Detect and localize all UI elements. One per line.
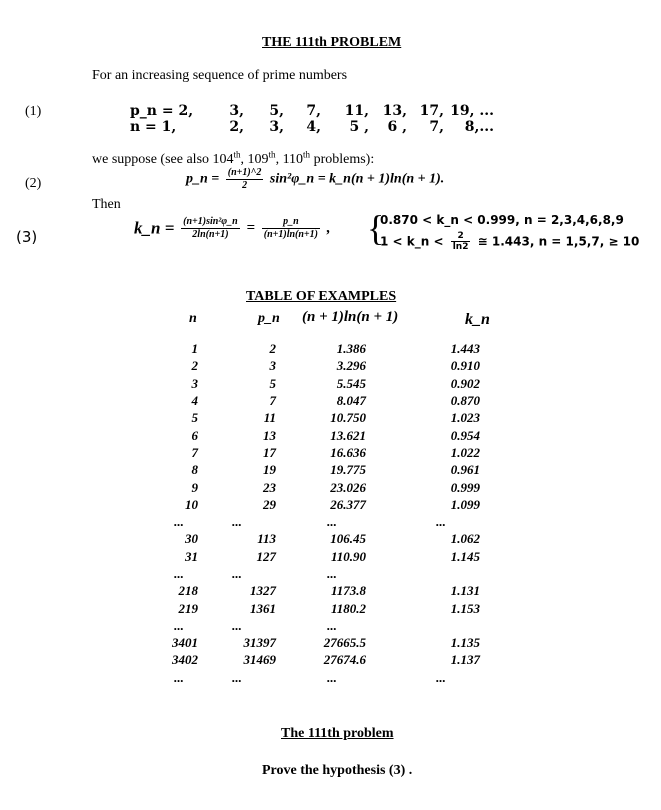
- eq3-brace: {: [367, 208, 385, 248]
- table-cell: 110.90: [330, 548, 366, 564]
- table-cell: 218: [178, 583, 198, 599]
- equation-number-3: (3): [16, 228, 38, 246]
- table-cell: 3: [269, 358, 276, 374]
- sequence-prime-cell: 19, ...: [450, 103, 494, 119]
- table-cell: 1180.2: [330, 600, 366, 616]
- table-cell: 3.296: [336, 358, 366, 374]
- sequence-prime-cell: 7,: [306, 103, 321, 119]
- table-row: [160, 548, 494, 565]
- table-cell: ...: [174, 514, 184, 530]
- sequence-index-cell: n = 1,: [130, 119, 177, 135]
- table-cell: 5: [269, 375, 276, 391]
- sequence-index-cell: 3,: [269, 119, 284, 135]
- table-cell: 0.910: [450, 358, 480, 374]
- table-cell: 1173.8: [330, 583, 366, 599]
- table-row: [160, 634, 494, 651]
- table-cell: 26.377: [330, 496, 366, 512]
- table-cell: 11: [263, 410, 276, 426]
- table-row: [160, 444, 494, 461]
- table-cell: 23.026: [330, 479, 366, 495]
- table-cell: 1.131: [450, 583, 480, 599]
- table-cell: 0.870: [450, 393, 480, 409]
- eq2-rhs: sin²φ_n = k_n(n + 1)ln(n + 1).: [269, 171, 445, 187]
- footer-task: Prove the hypothesis (3) .: [262, 763, 413, 778]
- table-row: [160, 565, 494, 582]
- table-cell: 3: [191, 375, 198, 391]
- table-cell: ...: [327, 617, 337, 633]
- table-cell: 19: [263, 462, 276, 478]
- table-cell: 13: [263, 427, 276, 443]
- table-cell: 127: [256, 548, 276, 564]
- table-row: [160, 530, 494, 547]
- eq3-case-2: [380, 231, 639, 252]
- table-header-n: n: [189, 311, 197, 326]
- page-title: THE 111th PROBLEM: [262, 35, 402, 50]
- table-cell: 1.443: [450, 341, 480, 357]
- table-cell: 8: [191, 462, 198, 478]
- table-row: [160, 478, 494, 495]
- table-cell: 219: [178, 600, 198, 616]
- table-cell: 0.954: [450, 427, 480, 443]
- table-cell: [388, 617, 494, 634]
- eq3-lhs: k_n =: [134, 218, 175, 238]
- table-cell: ...: [436, 669, 446, 685]
- examples-table-body: [160, 340, 494, 686]
- table-header-nlog: (n + 1)ln(n + 1): [302, 309, 399, 325]
- table-cell: 31469: [243, 652, 276, 668]
- table-cell: 5: [191, 410, 198, 426]
- table-cell: 31: [185, 548, 198, 564]
- table-cell: 3401: [172, 635, 198, 651]
- table-cell: ...: [174, 617, 184, 633]
- table-cell: 2: [269, 341, 276, 357]
- footer-heading: The 111th problem: [281, 726, 394, 741]
- table-cell: 6: [191, 427, 198, 443]
- equation-2: [186, 167, 444, 192]
- table-cell: ...: [174, 669, 184, 685]
- sequence-index-cell: 2,: [229, 119, 244, 135]
- table-row: [160, 340, 494, 357]
- table-cell: 29: [263, 496, 276, 512]
- table-cell: 1.062: [450, 531, 480, 547]
- eq3-fraction-2: [262, 216, 320, 241]
- table-cell: 9: [191, 479, 198, 495]
- table-cell: 19.775: [330, 462, 366, 478]
- table-row: [160, 513, 494, 530]
- table-cell: 0.999: [450, 479, 480, 495]
- table-cell: 2: [191, 358, 198, 374]
- table-cell: ...: [232, 566, 242, 581]
- table-row: [160, 599, 494, 616]
- table-row: [160, 582, 494, 599]
- table-cell: 4: [191, 393, 198, 409]
- table-cell: 7: [269, 393, 276, 409]
- table-cell: 1.145: [450, 548, 480, 564]
- sequence-index-cell: 5 ,: [349, 119, 369, 135]
- suppose-text: we suppose (see also 104th, 109th, 110th problems):: [92, 149, 375, 167]
- sequence-prime-cell: 3,: [229, 103, 244, 119]
- table-cell: ...: [174, 566, 184, 581]
- table-cell: 10.750: [330, 410, 366, 426]
- table-row: [160, 669, 494, 686]
- table-cell: 1: [191, 341, 198, 357]
- eq3-case-1: 0.870 < k_n < 0.999, n = 2,3,4,6,8,9: [380, 213, 624, 227]
- table-cell: ...: [327, 514, 337, 530]
- table-header-kn: k_n: [465, 311, 490, 328]
- table-cell: 106.45: [330, 531, 366, 547]
- table-row: [160, 461, 494, 478]
- eq3-case2-frac-den: ln2: [452, 242, 469, 252]
- table-row: [160, 392, 494, 409]
- table-cell: 8.047: [336, 393, 366, 409]
- table-cell: 1.137: [450, 652, 480, 668]
- eq3-frac2-den: (n+1)ln(n+1): [263, 229, 318, 240]
- eq3-fraction-1: [181, 216, 240, 241]
- intro-text: For an increasing sequence of prime numbers: [92, 68, 348, 83]
- sequence-row-primes: [130, 103, 494, 119]
- table-cell: 30: [185, 531, 198, 547]
- eq2-fraction: [226, 167, 264, 192]
- table-cell: 1361: [250, 600, 276, 616]
- table-cell: 1.153: [450, 600, 480, 616]
- table-cell: ...: [232, 514, 242, 530]
- equation-number-1: (1): [25, 104, 42, 119]
- equation-3: k_n = $\frac{\text{(n+1)sin²φ\_n}}{2\ln(n+1)}$ = $\frac{p\_n}{(n+1)\ln(n+1)}$ ,: [134, 216, 331, 240]
- eq3-equals: =: [246, 220, 256, 236]
- table-cell: ...: [232, 617, 242, 633]
- table-row: [160, 426, 494, 443]
- prime-sequence: [130, 103, 494, 135]
- then-text: Then: [92, 197, 121, 212]
- eq3-case2-fraction: [451, 231, 471, 252]
- table-header-pn: p_n: [258, 311, 280, 326]
- equation-number-2: (2): [25, 176, 42, 191]
- table-cell: 1.023: [450, 410, 480, 426]
- sequence-index-cell: 7,: [429, 119, 444, 135]
- table-cell: 27665.5: [323, 635, 366, 651]
- table-row: [160, 651, 494, 668]
- table-cell: ...: [327, 566, 337, 581]
- eq2-lhs: p_n =: [186, 171, 220, 187]
- sequence-index-cell: 4,: [306, 119, 321, 135]
- sequence-prime-cell: p_n = 2,: [130, 103, 194, 119]
- table-cell: ...: [232, 669, 242, 685]
- table-row: [160, 357, 494, 374]
- table-cell: 10: [185, 496, 198, 512]
- table-cell: 16.636: [330, 444, 366, 460]
- eq3-frac2-num: p_n: [262, 216, 320, 229]
- sequence-prime-cell: 5,: [269, 103, 284, 119]
- table-title: TABLE OF EXAMPLES: [246, 289, 397, 304]
- table-cell: 0.961: [450, 462, 480, 478]
- examples-table: [160, 340, 494, 686]
- sequence-row-indices: [130, 119, 494, 135]
- table-cell: 1.386: [336, 341, 366, 357]
- eq3-case2-frac-num: 2: [451, 231, 471, 242]
- table-cell: 1.099: [450, 496, 480, 512]
- eq3-frac1-den: 2ln(n+1): [192, 229, 229, 240]
- table-row: [160, 496, 494, 513]
- sequence-index-cell: 6 ,: [387, 119, 407, 135]
- table-cell: [388, 565, 494, 582]
- eq3-case2-b: ≅ 1.443, n = 1,5,7, ≥ 10: [477, 234, 640, 249]
- table-cell: 1.022: [450, 444, 480, 460]
- table-cell: 1.135: [450, 635, 480, 651]
- table-cell: 5.545: [336, 375, 366, 391]
- eq2-frac-den: 2: [242, 180, 248, 191]
- sequence-prime-cell: 13,: [382, 103, 407, 119]
- table-cell: 17: [263, 444, 276, 460]
- table-cell: 31397: [243, 635, 276, 651]
- table-cell: 27674.6: [323, 652, 366, 668]
- table-cell: 23: [263, 479, 276, 495]
- table-cell: ...: [436, 514, 446, 530]
- table-cell: 13.621: [330, 427, 366, 443]
- table-cell: 0.902: [450, 375, 480, 391]
- eq3-frac1-num: (n+1)sin²φ_n: [183, 216, 238, 227]
- sequence-prime-cell: 17,: [419, 103, 444, 119]
- sequence-index-cell: 8,...: [464, 119, 494, 135]
- table-row: [160, 617, 494, 634]
- table-cell: 113: [257, 531, 276, 547]
- table-row: [160, 409, 494, 426]
- eq3-case2-a: 1 < k_n <: [380, 234, 444, 249]
- table-cell: 7: [191, 444, 198, 460]
- eq2-frac-num: (n+1)^2: [227, 167, 262, 178]
- table-row: [160, 375, 494, 392]
- table-cell: 3402: [172, 652, 198, 668]
- sequence-prime-cell: 11,: [344, 103, 369, 119]
- table-cell: ...: [327, 669, 337, 685]
- table-cell: 1327: [250, 583, 276, 599]
